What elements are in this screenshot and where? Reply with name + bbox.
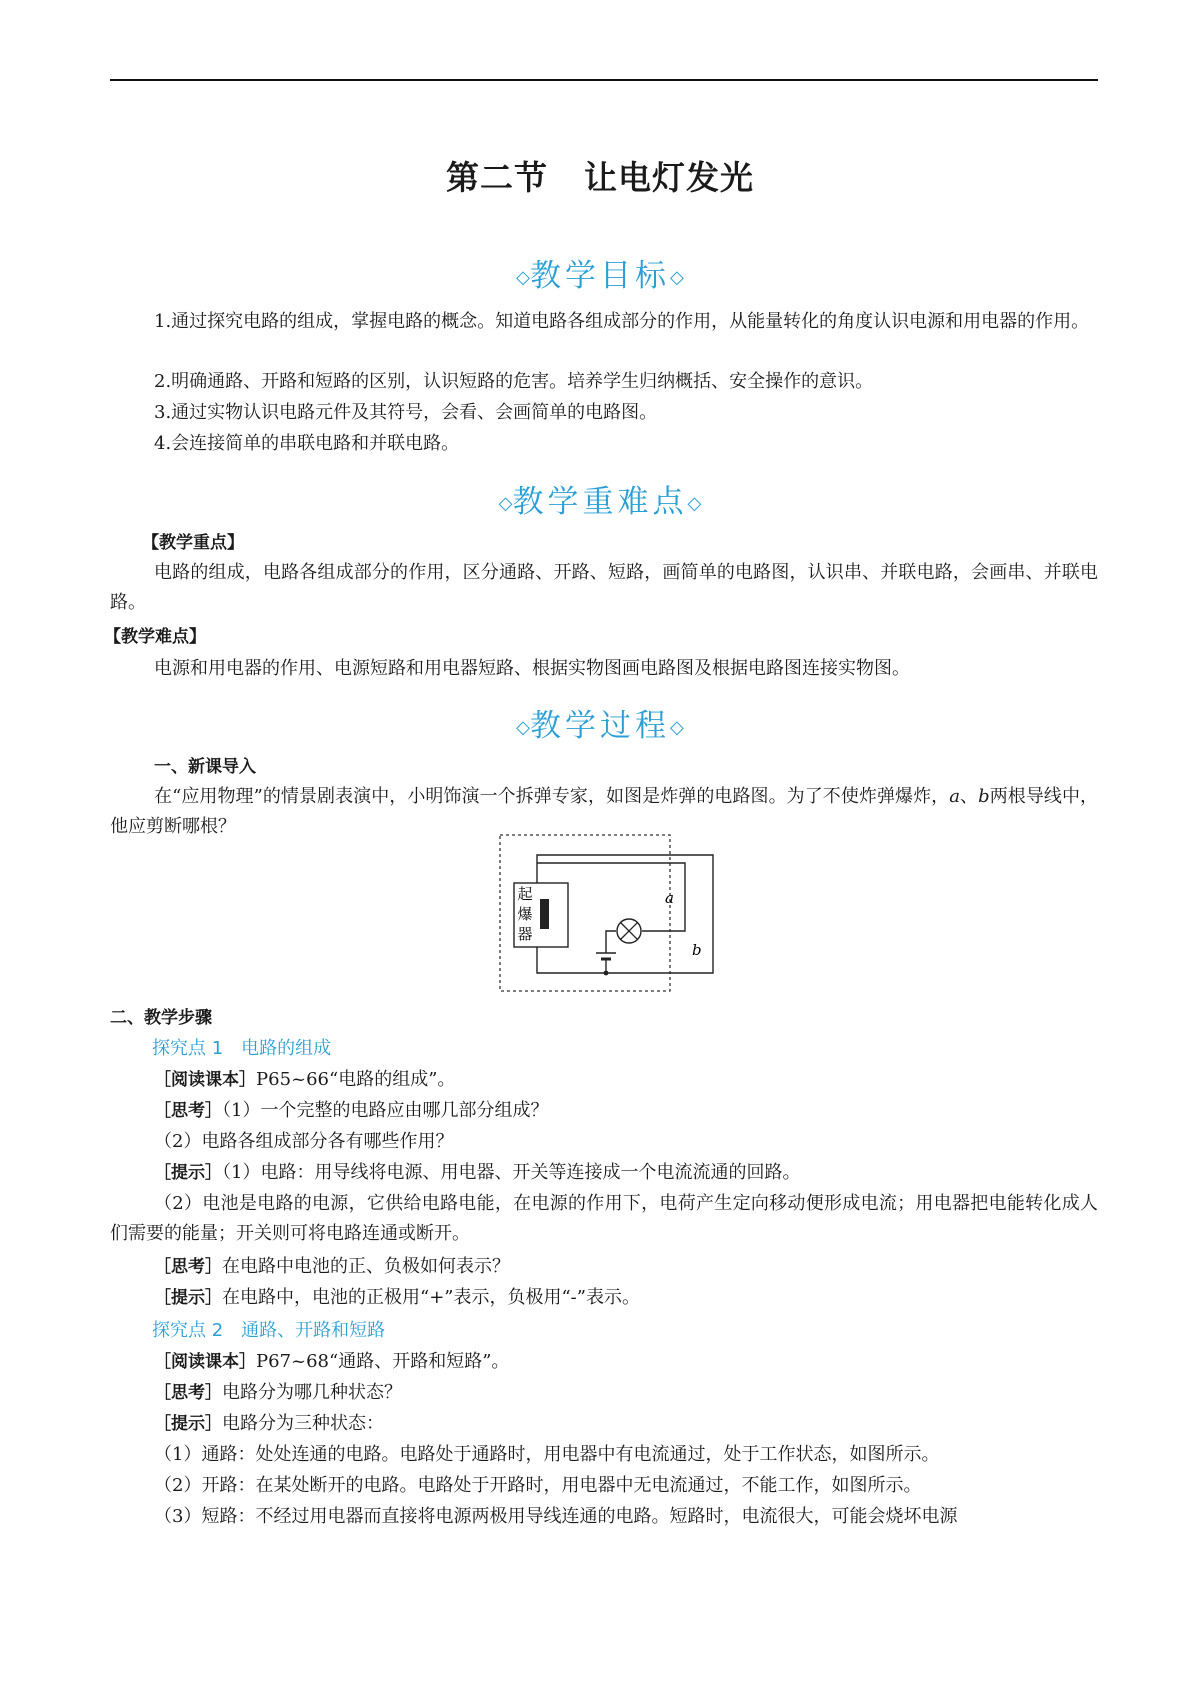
goal-item: 4.会连接简单的串联电路和并联电路。: [154, 433, 460, 454]
teaching-focus-heading: 【教学重点】: [142, 533, 244, 553]
explore-point-1-title: 探究点 1 电路的组成: [152, 1038, 332, 1059]
explore-point-2-title: 探究点 2 通路、开路和短路: [152, 1320, 386, 1341]
diamond-icon: ◇: [516, 717, 530, 738]
diamond-icon: ◇: [516, 267, 530, 288]
detonator-label-char: 起: [517, 885, 533, 903]
diamond-icon: ◇: [687, 493, 702, 514]
p1-think-2: （2）电路各组成部分各有哪些作用？: [154, 1131, 454, 1152]
junction-dot: [604, 971, 609, 976]
header-rule: [110, 79, 1098, 81]
intro-heading: 一、新课导入: [154, 757, 256, 777]
p1-hint-battery: ［提示］在电路中，电池的正极用“+”表示，负极用“-”表示。: [154, 1287, 640, 1308]
title-section-number: 第二节: [446, 158, 548, 197]
circuit-state-closed: （1）通路：处处连通的电路。电路处于通路时，用电器中有电流通过，处于工作状态，如图所示。: [154, 1444, 940, 1465]
bomb-circuit-diagram: [490, 833, 720, 993]
teaching-focus-text: 电路的组成，电路各组成部分的作用，区分通路、开路、短路，画简单的电路图，认识串、并联电路，会画串、并联电路。: [110, 562, 1098, 613]
steps-heading: 二、教学步骤: [110, 1008, 212, 1028]
title-lesson-name: 让电灯发光: [584, 158, 754, 197]
p1-think-battery: ［思考］在电路中电池的正、负极如何表示？: [154, 1256, 510, 1277]
diamond-icon: ◇: [498, 493, 513, 514]
wire-label-b: b: [692, 941, 702, 959]
p1-read: ［阅读课本］P65~66“电路的组成”。: [154, 1069, 456, 1090]
detonator-core: [540, 899, 549, 929]
circuit-state-open: （2）开路：在某处断开的电路。电路处于开路时，用电器中无电流通过，不能工作，如图所示。: [154, 1475, 922, 1496]
goal-item: 1.通过探究电路的组成，掌握电路的概念。知道电路各组成部分的作用，从能量转化的角度认识电源和用电器的作用。: [154, 311, 1090, 332]
detonator-label-char: 爆: [517, 905, 533, 923]
wire-label-a: a: [665, 889, 674, 907]
detonator-label-char: 器: [517, 925, 533, 943]
diamond-icon: ◇: [670, 267, 684, 288]
diamond-icon: ◇: [670, 717, 684, 738]
p1-hint: ［提示］（1）电路：用导线将电源、用电器、开关等连接成一个电流流通的回路。: [154, 1162, 801, 1183]
section-heading-key-points: ◇教学重难点◇: [498, 484, 702, 520]
section-heading-process: ◇教学过程◇: [516, 708, 684, 744]
lamp-wire: [606, 931, 616, 953]
circuit-state-short: （3）短路：不经过用电器而直接将电源两极用导线连通的电路。短路时，电流很大，可能会烧坏电源: [154, 1506, 958, 1527]
section-heading-goals: ◇教学目标◇: [516, 258, 684, 294]
p2-read: ［阅读课本］P67~68“通路、开路和短路”。: [154, 1351, 510, 1372]
p2-hint: ［提示］电路分为三种状态：: [154, 1413, 384, 1434]
p1-hint-2: （2）电池是电路的电源，它供给电路电能，在电源的作用下，电荷产生定向移动便形成电流；用电器把电能转化成人们需要的能量；开关则可将电路连通或断开。: [110, 1193, 1098, 1244]
goal-item: 3.通过实物认识电路元件及其符号，会看、会画简单的电路图。: [154, 402, 658, 423]
goal-item: 2.明确通路、开路和短路的区别，认识短路的危害。培养学生归纳概括、安全操作的意识。: [154, 371, 874, 392]
teaching-difficulty-heading: 【教学难点】: [104, 627, 206, 647]
p1-think: ［思考］（1）一个完整的电路应由哪几部分组成？: [154, 1100, 549, 1121]
page-title: [0, 152, 1200, 199]
teaching-difficulty-text: 电源和用电器的作用、电源短路和用电器短路、根据实物图画电路图及根据电路图连接实物图。: [154, 658, 910, 679]
intro-question: 在“应用物理”的情景剧表演中，小明饰演一个拆弹专家，如图是炸弹的电路图。为了不使炸弹爆炸，a、b两根导线中，他应剪断哪根？: [110, 786, 1099, 837]
p2-think: ［思考］电路分为哪几种状态？: [154, 1382, 402, 1403]
